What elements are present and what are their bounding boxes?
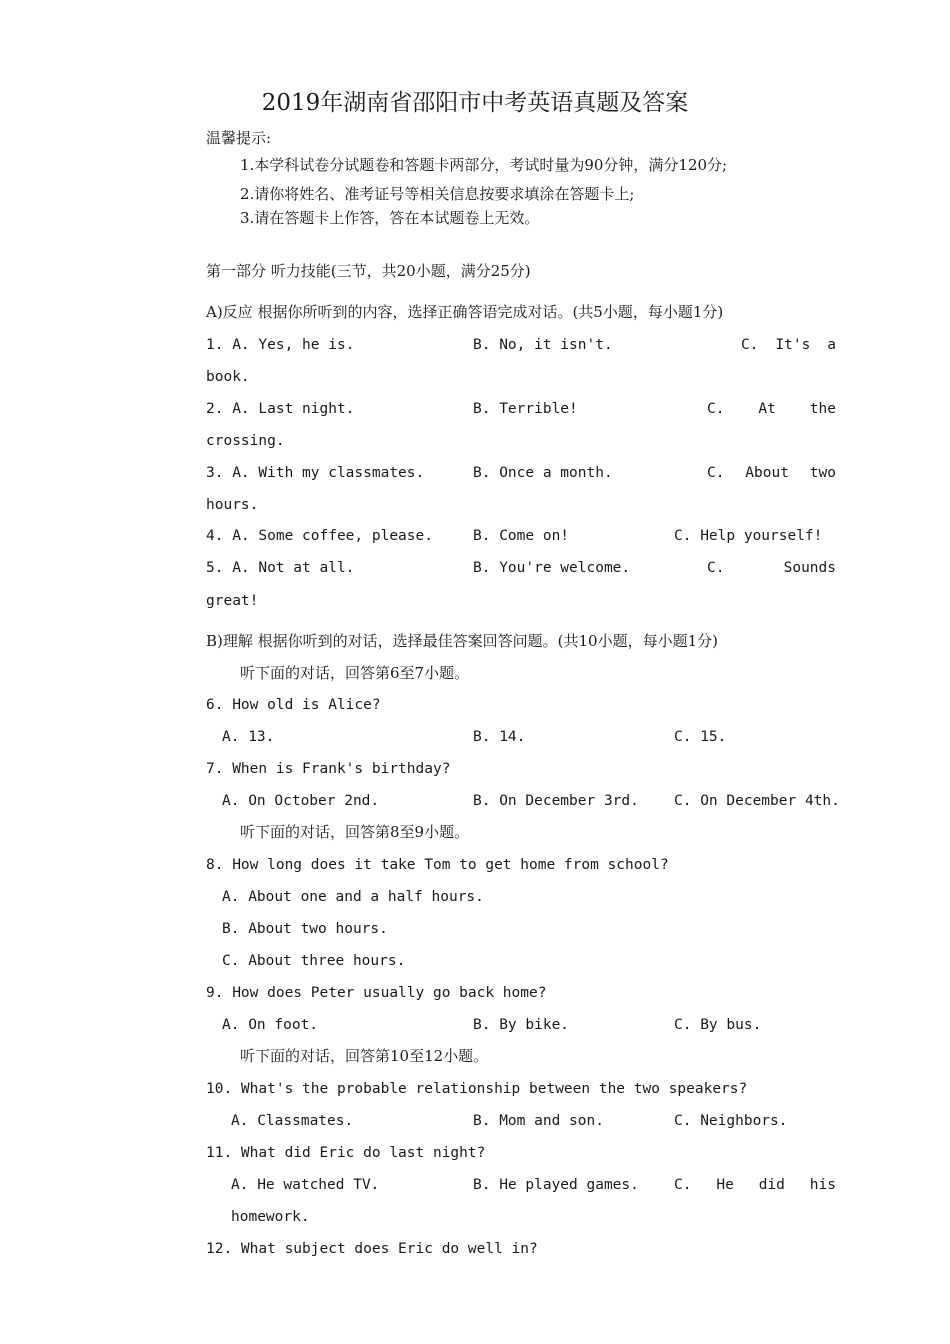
question-1-option-b: B. No, it isn't. xyxy=(473,337,613,353)
question-5-option-a: 5. A. Not at all. xyxy=(206,560,355,576)
tip-item: 1.本学科试卷分试题卷和答题卡两部分，考试时量为90分钟，满分120分; xyxy=(240,156,728,174)
question-5-wrap: great! xyxy=(206,593,259,609)
question-7-option-c: C. On December 4th. xyxy=(674,793,840,809)
question-8-stem: 8. How long does it take Tom to get home from school? xyxy=(206,857,669,873)
option-c-word: C. xyxy=(707,560,725,576)
question-11-option-a: A. He watched TV. xyxy=(231,1177,380,1193)
question-3-option-c xyxy=(707,463,836,483)
question-11-wrap: homework. xyxy=(231,1209,310,1225)
question-5-option-c xyxy=(707,558,836,578)
question-9-option-a: A. On foot. xyxy=(222,1017,319,1033)
part-heading: 第一部分 听力技能(三节，共20小题，满分25分) xyxy=(206,262,531,280)
question-1-option-a: 1. A. Yes, he is. xyxy=(206,337,355,353)
option-c-word: C. xyxy=(707,465,725,481)
question-6-option-c: C. 15. xyxy=(674,729,727,745)
question-6-option-b: B. 14. xyxy=(473,729,526,745)
question-3-option-a: 3. A. With my classmates. xyxy=(206,465,425,481)
option-c-word: At xyxy=(758,401,776,417)
question-2-wrap: crossing. xyxy=(206,433,285,449)
question-2-option-c xyxy=(707,399,836,419)
question-10-option-a: A. Classmates. xyxy=(231,1113,354,1129)
tip-item: 2.请你将姓名、准考证号等相关信息按要求填涂在答题卡上; xyxy=(240,185,635,203)
question-8-option-b: B. About two hours. xyxy=(222,921,388,937)
question-7-option-b: B. On December 3rd. xyxy=(473,793,639,809)
question-4-option-a: 4. A. Some coffee, please. xyxy=(206,528,433,544)
option-c-word: two xyxy=(809,465,836,481)
tips-heading: 温馨提示: xyxy=(206,129,272,147)
question-11-stem: 11. What did Eric do last night? xyxy=(206,1145,486,1161)
option-c-word: did xyxy=(758,1177,785,1193)
section-b-heading: B)理解 根据你听到的对话，选择最佳答案回答问题。(共10小题，每小题1分) xyxy=(206,632,718,650)
option-c-word: It's xyxy=(775,337,811,353)
question-7-stem: 7. When is Frank's birthday? xyxy=(206,761,451,777)
question-2-option-b: B. Terrible! xyxy=(473,401,578,417)
question-1-wrap: book. xyxy=(206,369,250,385)
question-2-option-a: 2. A. Last night. xyxy=(206,401,355,417)
option-c-word: a xyxy=(827,337,836,353)
question-6-option-a: A. 13. xyxy=(222,729,275,745)
question-12-stem: 12. What subject does Eric do well in? xyxy=(206,1241,538,1257)
question-10-stem: 10. What's the probable relationship between the two speakers? xyxy=(206,1081,748,1097)
question-10-option-c: C. Neighbors. xyxy=(674,1113,788,1129)
question-6-stem: 6. How old is Alice? xyxy=(206,697,381,713)
question-4-option-c: C. Help yourself! xyxy=(674,528,823,544)
question-8-option-c: C. About three hours. xyxy=(222,953,406,969)
option-c-word: C. xyxy=(707,401,725,417)
question-11-option-b: B. He played games. xyxy=(473,1177,639,1193)
question-3-option-b: B. Once a month. xyxy=(473,465,613,481)
question-9-option-b: B. By bike. xyxy=(473,1017,570,1033)
question-9-stem: 9. How does Peter usually go back home? xyxy=(206,985,547,1001)
option-c-word: About xyxy=(745,465,789,481)
question-3-wrap: hours. xyxy=(206,497,259,513)
option-c-word: He xyxy=(716,1177,734,1193)
listen-instruction: 听下面的对话，回答第6至7小题。 xyxy=(240,664,470,682)
listen-instruction: 听下面的对话，回答第10至12小题。 xyxy=(240,1047,489,1065)
question-11-option-c xyxy=(674,1175,836,1195)
option-c-word: the xyxy=(809,401,836,417)
question-10-option-b: B. Mom and son. xyxy=(473,1113,604,1129)
section-a-heading: A)反应 根据你所听到的内容，选择正确答语完成对话。(共5小题，每小题1分) xyxy=(206,303,724,321)
question-5-option-b: B. You're welcome. xyxy=(473,560,631,576)
option-c-word: his xyxy=(809,1177,836,1193)
option-c-word: C. xyxy=(674,1177,692,1193)
option-c-word: Sounds xyxy=(783,560,836,576)
question-1-option-c xyxy=(741,335,836,355)
question-8-option-a: A. About one and a half hours. xyxy=(222,889,484,905)
question-9-option-c: C. By bus. xyxy=(674,1017,762,1033)
question-7-option-a: A. On October 2nd. xyxy=(222,793,380,809)
listen-instruction: 听下面的对话，回答第8至9小题。 xyxy=(240,823,470,841)
question-4-option-b: B. Come on! xyxy=(473,528,570,544)
option-c-word: C. xyxy=(741,337,759,353)
tip-item: 3.请在答题卡上作答，答在本试题卷上无效。 xyxy=(240,209,540,227)
page-title: 2019年湖南省邵阳市中考英语真题及答案 xyxy=(261,90,689,116)
